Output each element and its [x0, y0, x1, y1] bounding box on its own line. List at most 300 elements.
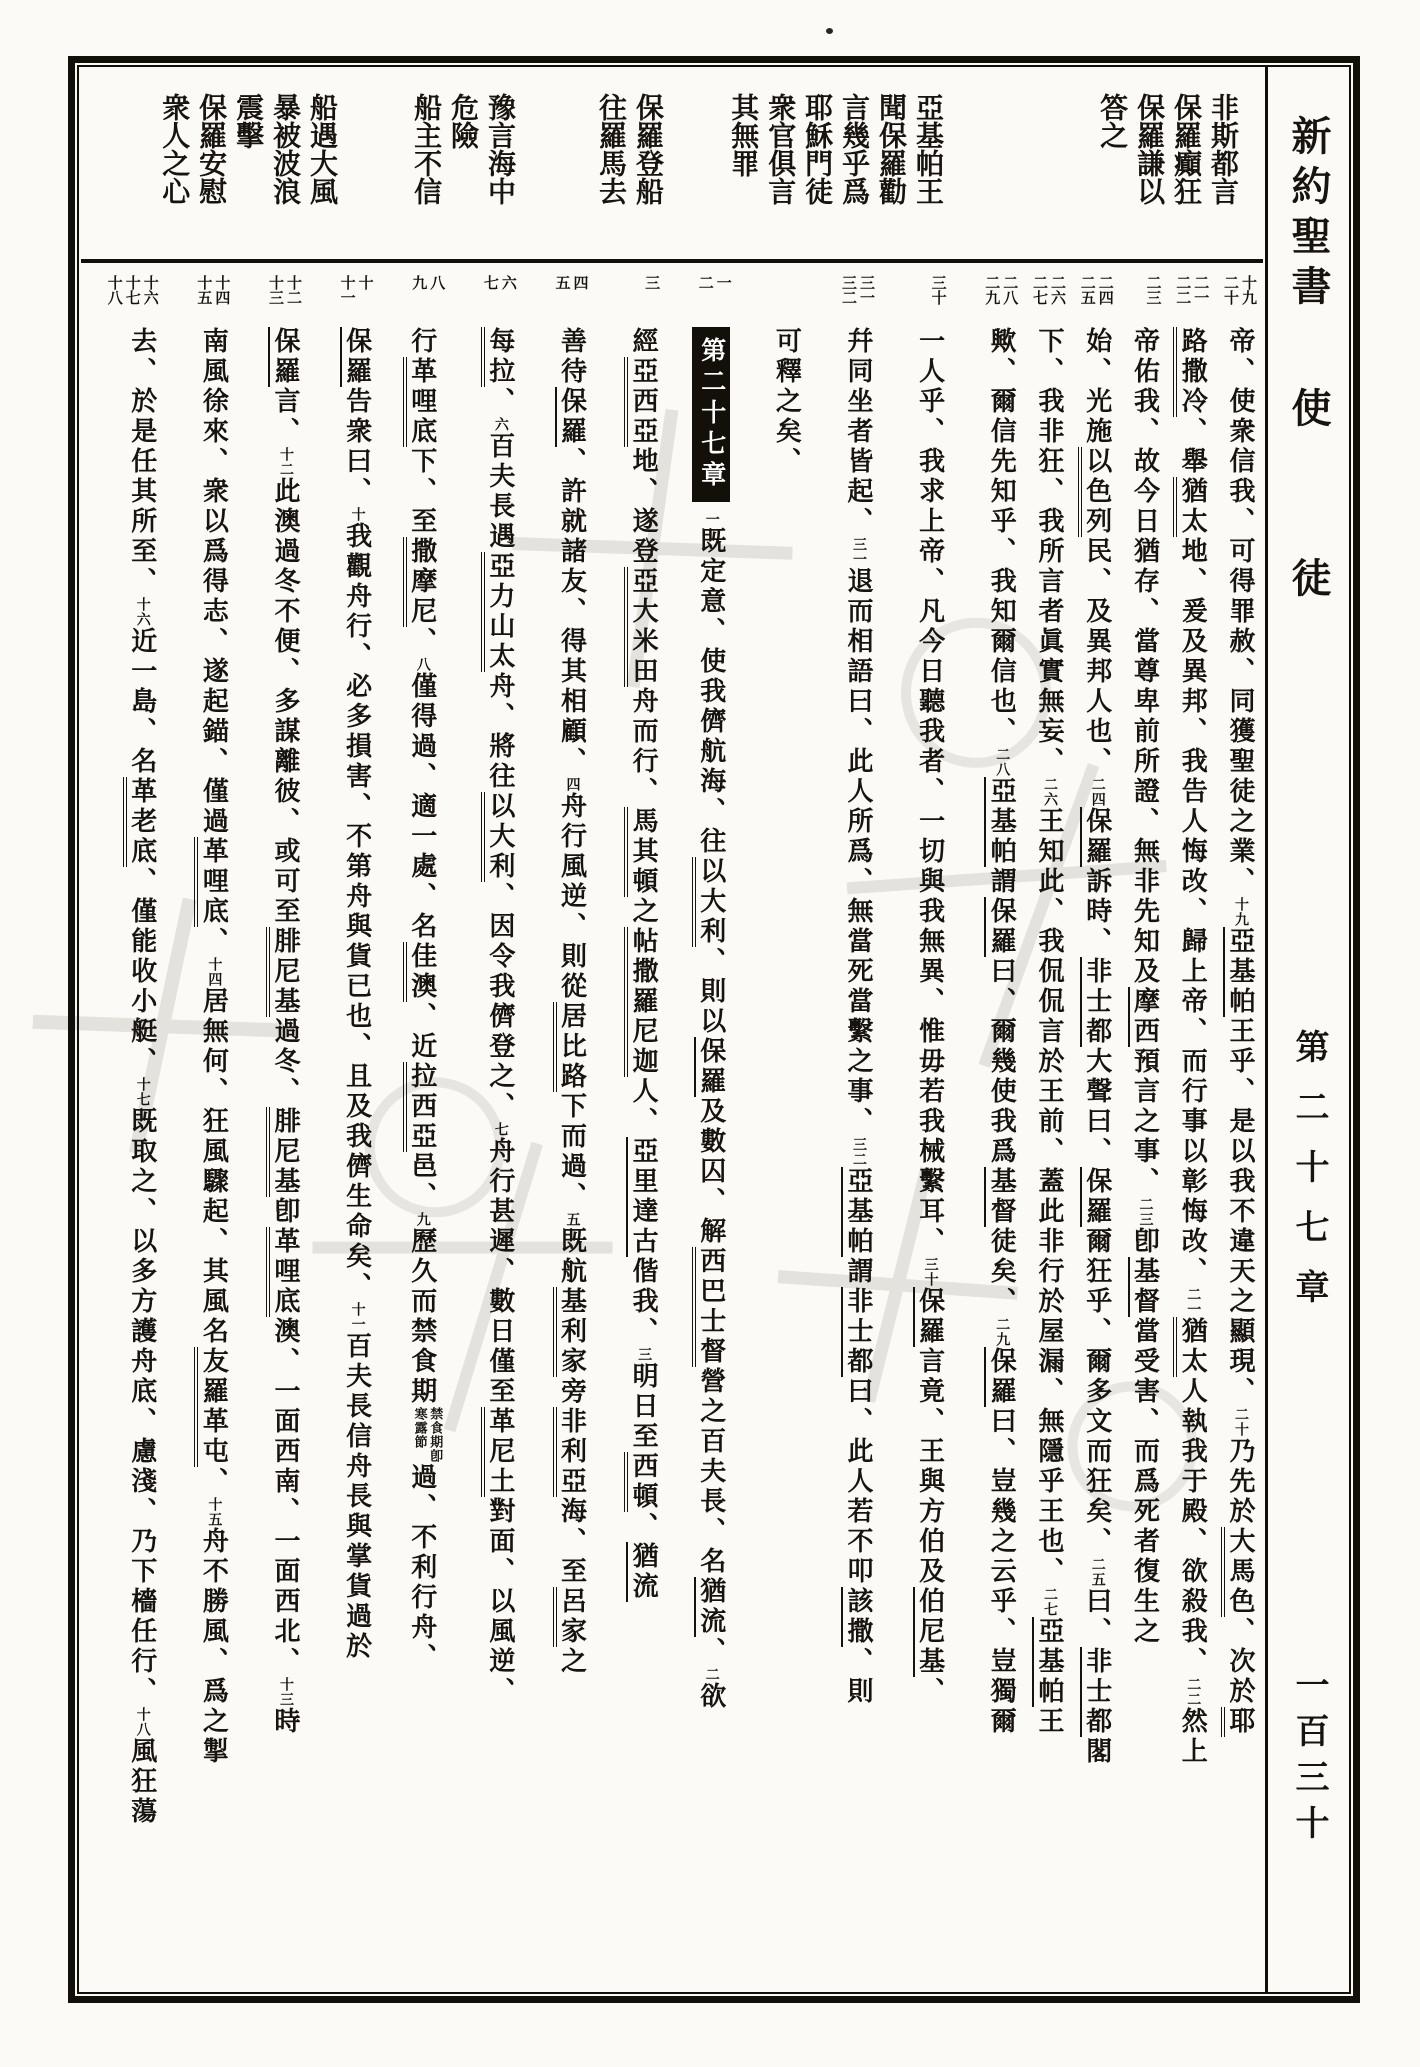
verse-number: 十六 — [134, 597, 150, 627]
person-name: 非士都 — [1080, 957, 1112, 1047]
verse-number-strip — [515, 271, 587, 327]
verse-number: 八 — [428, 275, 445, 290]
person-name: 保羅 — [268, 327, 300, 387]
text-run: 一人乎、我求上帝、凡今日聽我者、一切與我無異、惟毋若我械繫耳、 — [915, 327, 945, 1257]
text-run: 舟不勝風、爲之掣 — [199, 1527, 229, 1767]
text-run: 近一島、名 — [127, 627, 157, 777]
text-run: 曰、 — [1082, 1587, 1112, 1647]
verse-number: 十七 — [123, 275, 140, 305]
verse-number: 十一 — [338, 275, 355, 305]
verse-number-strip — [801, 271, 873, 327]
column-text — [372, 327, 444, 1982]
verse-number: 五 — [553, 275, 570, 290]
person-name: 非士都 — [1080, 1647, 1112, 1737]
verse-number: 十 — [356, 275, 373, 290]
text-run: 、次於 — [1226, 1617, 1255, 1707]
verse-number: 二三 — [1137, 1197, 1153, 1227]
text-column — [1207, 271, 1255, 1982]
verse-number: 七 — [492, 1122, 508, 1137]
chapter-title: 第二十七章 — [1290, 1029, 1327, 1329]
place-name: 革哩底 — [403, 357, 437, 447]
verse-number: 二十 — [1222, 275, 1238, 305]
text-run: 、 — [629, 1512, 659, 1542]
text-run: 欲 — [696, 1682, 726, 1712]
margin-note — [723, 93, 945, 205]
text-run: 曰、豈幾之云乎、豈獨爾 — [987, 1407, 1017, 1737]
verse-number-strip — [1064, 271, 1112, 327]
verse-number: 七 — [481, 275, 498, 290]
margin-note-column: 聞保羅勸 — [875, 93, 907, 205]
title-strip — [1265, 67, 1349, 1992]
margin-note-column: 亞基帕王 — [912, 93, 943, 205]
verse-number: 五 — [564, 1212, 580, 1227]
place-name: 路撒冷 — [1173, 327, 1207, 417]
verse-number: 二六 — [1049, 275, 1065, 305]
margin-note-column: 往羅馬去 — [595, 93, 627, 205]
column-text — [945, 327, 1017, 1982]
verse-number-strip — [443, 271, 515, 327]
margin-note-column: 保羅謙以 — [1133, 93, 1165, 205]
verse-number: 二一 — [1192, 275, 1209, 305]
verse-number: 九 — [414, 1212, 430, 1227]
person-name: 亞基帕 — [1032, 1617, 1064, 1707]
text-run: 曰、爾幾使我爲 — [987, 957, 1017, 1167]
text-run: 謂 — [987, 867, 1017, 897]
text-run: 曰、此人若不叩 — [844, 1377, 873, 1587]
margin-note-column: 言幾乎爲 — [838, 93, 870, 205]
scan-speck — [826, 28, 833, 34]
chapter-heading: 第二十七章 — [692, 327, 730, 502]
text-run: 、因令我儕登之、 — [485, 882, 515, 1122]
verse-number: 十七 — [134, 1077, 150, 1107]
text-run: 退而相語曰、此人所爲、無當死當繫之事、 — [844, 567, 873, 1137]
person-name: 保羅 — [913, 1287, 945, 1347]
place-name: 呂家 — [553, 1587, 587, 1647]
person-name: 保羅 — [340, 327, 372, 387]
person-name: 猶流 — [694, 1577, 726, 1637]
text-run: 歟、爾信先知乎、我知爾信也、 — [987, 327, 1017, 747]
text-column — [1016, 271, 1064, 1982]
text-run: 行 — [407, 327, 437, 357]
text-run: 澳、一面西南、一面西北、 — [271, 1317, 300, 1677]
text-column — [300, 271, 372, 1982]
margin-note — [406, 93, 517, 205]
verse-number: 六 — [499, 275, 516, 290]
verse-number-strip — [300, 271, 372, 327]
interlinear-note: 禁食期卽寒露節 — [412, 1407, 444, 1463]
column-text — [1112, 327, 1160, 1982]
person-name: 猶流 — [626, 1542, 658, 1602]
verse-number-strip — [1016, 271, 1064, 327]
verse-number: 二四 — [1096, 275, 1113, 305]
place-name: 居比路 — [553, 1002, 587, 1092]
verse-number: 十四 — [206, 957, 222, 987]
text-run: 、僅能收小艇、 — [127, 867, 157, 1077]
person-name: 保羅 — [555, 387, 587, 447]
margin-note — [591, 93, 665, 205]
place-name: 以色列 — [1078, 447, 1112, 537]
text-run: 、 — [915, 1677, 945, 1707]
verse-number-strip — [85, 271, 157, 327]
text-column — [85, 271, 157, 1982]
text-column — [1112, 271, 1160, 1982]
place-name: 革哩底 — [194, 837, 228, 927]
text-run: 下而過、 — [557, 1092, 587, 1212]
place-name: 腓尼基 — [266, 927, 300, 1017]
text-column — [157, 271, 229, 1982]
verse-number: 一 — [703, 512, 719, 527]
margin-note-column: 耶穌門徒 — [801, 93, 833, 205]
verse-number: 二一 — [1185, 1287, 1201, 1317]
verse-number: 十一 — [349, 1302, 365, 1332]
text-column — [228, 271, 300, 1982]
text-run: 帝、使衆信我、可得罪赦、同獲聖徒之業、 — [1226, 327, 1255, 897]
text-run: 明日至 — [629, 1362, 659, 1452]
text-run: 既取之、以多方護舟底、慮淺、乃下檣任行、 — [127, 1107, 157, 1707]
text-run: 百夫長遇 — [485, 432, 515, 552]
place-name: 拉西亞 — [403, 1062, 437, 1152]
place-name: 猶太 — [1173, 1317, 1207, 1377]
text-run: 閣 — [1082, 1737, 1112, 1767]
text-run: 、 — [407, 627, 437, 657]
text-run: 之 — [629, 897, 659, 927]
text-run: 謂 — [844, 1257, 873, 1287]
verse-number: 二十 — [1233, 1407, 1248, 1437]
verse-number-strip — [873, 271, 945, 327]
verse-number-strip — [372, 271, 444, 327]
text-run: 舟、將往 — [485, 672, 515, 792]
text-run: 地、爰及異邦、我告人悔改、歸上帝、而行事以彰悔改、 — [1178, 537, 1208, 1287]
text-run: 此澳過冬不便、多謀離彼、或可至 — [271, 477, 300, 927]
column-text — [1207, 327, 1255, 1982]
verse-number: 十三 — [267, 275, 283, 305]
verse-number: 十八 — [134, 1707, 150, 1737]
text-column — [1064, 271, 1112, 1982]
text-run: 舟而行、 — [629, 687, 659, 807]
text-run: 風狂蕩 — [127, 1737, 157, 1827]
verse-number: 十三 — [278, 1677, 293, 1707]
text-run: 過冬、 — [271, 1017, 300, 1107]
person-name: 保羅 — [1080, 1167, 1112, 1227]
place-name: 革尼土 — [481, 1407, 515, 1497]
person-name: 伯尼基 — [913, 1587, 945, 1677]
text-run: 南風徐來、衆以爲得志、遂起錨、僅過 — [199, 327, 229, 837]
text-run: 、 — [485, 387, 515, 417]
text-run: 去、於是任其所至、 — [127, 327, 157, 597]
place-name: 馬其頓 — [624, 807, 658, 897]
text-run: 及數囚、解 — [696, 1097, 726, 1247]
margin-note-column: 答之 — [1096, 93, 1128, 149]
margin-note-column: 豫言海中 — [484, 93, 515, 205]
margin-note-column: 保羅安慰 — [195, 93, 227, 205]
text-run: 舟行甚遲、數日僅至 — [485, 1137, 515, 1407]
place-name: 佳澳 — [403, 942, 437, 1002]
place-name: 帖撒羅尼迦 — [624, 927, 658, 1077]
column-text — [515, 327, 587, 1982]
verse-number: 十八 — [105, 275, 122, 305]
place-name: 亞大米田 — [624, 567, 658, 687]
text-run: 民、及異邦人也、 — [1082, 537, 1112, 777]
verse-number: 二 — [703, 1667, 719, 1682]
book-section: 使徒 — [1286, 387, 1331, 727]
verse-number: 八 — [414, 657, 430, 672]
verse-number-strip — [1160, 271, 1208, 327]
text-column — [945, 271, 1017, 1982]
text-column — [730, 271, 802, 1982]
margin-note-column: 暴被波浪 — [269, 93, 301, 205]
column-text — [85, 327, 157, 1982]
text-run: 偕我、 — [629, 1257, 659, 1347]
margin-note-column: 非斯都言 — [1207, 93, 1238, 205]
book-title: 新約聖書 — [1286, 115, 1331, 315]
text-run: 、近 — [407, 1002, 437, 1062]
person-name: 亞里達古 — [626, 1137, 658, 1257]
verse-number-strip — [1112, 271, 1160, 327]
text-run: 善待 — [557, 327, 587, 387]
verse-number: 二 — [696, 275, 713, 290]
margin-note-column: 衆人之心 — [158, 93, 190, 205]
text-run: 人執我于殿、欲殺我、 — [1178, 1377, 1208, 1677]
text-run: 、 — [199, 927, 229, 957]
text-run: 幷同坐者皆起、 — [844, 327, 873, 537]
text-run: 大聲曰、 — [1082, 1047, 1112, 1167]
text-column — [1160, 271, 1208, 1982]
text-run: 我觀舟行、必多損害、不第舟與貨已也、且及我儕生命矣、 — [342, 522, 372, 1302]
text-run: 時 — [271, 1707, 300, 1737]
place-name: 革哩底 — [266, 1227, 300, 1317]
verse-number: 二九 — [983, 275, 1000, 305]
margin-note-column: 衆官俱言 — [764, 93, 796, 205]
text-run: 王 — [1035, 1707, 1064, 1737]
verse-number: 六 — [492, 417, 508, 432]
text-run: 預言之事、 — [1130, 1047, 1160, 1197]
column-text — [300, 327, 372, 1982]
text-run: 邑、 — [407, 1152, 437, 1212]
text-run: 言、 — [271, 387, 300, 447]
text-run: 既航 — [557, 1227, 587, 1287]
text-run: 過、不利行舟、 — [407, 1463, 437, 1673]
place-name: 耶 — [1221, 1707, 1255, 1737]
text-column — [515, 271, 587, 1982]
verse-number-strip — [587, 271, 659, 327]
verse-number: 十二 — [285, 275, 301, 305]
person-name: 亞基帕 — [841, 1167, 873, 1257]
text-run: 卽 — [1130, 1227, 1160, 1257]
person-name: 亞基帕 — [984, 777, 1016, 867]
verse-number: 十五 — [195, 275, 212, 305]
verse-number: 十二 — [278, 447, 293, 477]
place-name: 以大利 — [481, 792, 515, 882]
column-text — [873, 327, 945, 1982]
text-run: 王知此、我侃侃言於王前、蓋此非行於屋漏、無隱乎王也、 — [1035, 807, 1064, 1587]
verse-number-strip — [730, 271, 802, 327]
column-text — [658, 327, 730, 1982]
verse-number-strip — [658, 271, 730, 327]
text-run: 言竟、王與方伯及 — [915, 1347, 945, 1587]
person-name: 基督 — [1128, 1257, 1160, 1317]
verse-number: 十九 — [1240, 275, 1256, 305]
text-run: 訴時、 — [1082, 867, 1112, 957]
text-run: 王乎、是以我不違天之顯現、 — [1226, 1017, 1255, 1407]
text-run: 、則以 — [696, 947, 726, 1037]
verse-number: 三一 — [858, 275, 874, 305]
text-run: 對面、以風逆、 — [485, 1497, 515, 1707]
verse-number-strip — [228, 271, 300, 327]
text-column — [801, 271, 873, 1982]
place-name: 以大利 — [692, 857, 726, 947]
person-name: 該撒 — [841, 1587, 873, 1647]
column-text — [730, 327, 802, 1982]
verse-number: 十 — [349, 507, 365, 522]
verse-number: 十九 — [1233, 897, 1248, 927]
verse-number: 三二 — [840, 275, 856, 305]
place-name: 友羅革屯 — [194, 1347, 228, 1467]
column-text — [157, 327, 229, 1982]
verse-number: 十四 — [213, 275, 230, 305]
verse-number: 二九 — [994, 1317, 1010, 1347]
place-name: 亞力山太 — [481, 552, 515, 672]
verse-number: 二五 — [1078, 275, 1095, 305]
column-text — [1064, 327, 1112, 1982]
verse-number: 三 — [643, 275, 660, 290]
text-run: 、 — [696, 1637, 726, 1667]
text-run: 僅得過、適一處、名 — [407, 672, 437, 942]
text-column — [443, 271, 515, 1982]
margin-note-column: 危險 — [447, 93, 479, 149]
margin-note-column: 船遇大風 — [306, 93, 337, 205]
verse-number: 二六 — [1042, 777, 1057, 807]
text-run: 、則 — [844, 1647, 873, 1707]
text-run: 卽 — [271, 1197, 300, 1227]
text-run: 乃先於 — [1226, 1437, 1255, 1527]
text-column — [658, 271, 730, 1982]
place-name: 革老底 — [123, 777, 157, 867]
margin-note-column: 船主不信 — [410, 93, 442, 205]
margin-notes-zone — [79, 67, 1265, 259]
verse-number: 九 — [410, 275, 427, 290]
text-run: 下、至 — [407, 447, 437, 537]
text-run: 之 — [557, 1647, 587, 1677]
text-run: 、許就諸友、得其相顧、 — [557, 447, 587, 777]
place-name: 西頓 — [624, 1452, 658, 1512]
person-name: 摩西 — [1128, 987, 1160, 1047]
person-name: 基督 — [984, 1167, 1016, 1227]
verse-number: 四 — [564, 777, 580, 792]
text-run: 歷久而禁食期 — [407, 1227, 437, 1407]
column-text — [443, 327, 515, 1982]
text-run: 經 — [629, 327, 659, 357]
verse-number: 二七 — [1031, 275, 1047, 305]
verse-number: 三十 — [922, 1257, 938, 1287]
text-run: 告衆曰、 — [342, 387, 372, 507]
verse-number: 二三 — [1144, 275, 1161, 305]
verse-number: 四 — [571, 275, 588, 290]
place-name: 腓尼基 — [266, 1107, 300, 1197]
verse-number-strip — [157, 271, 229, 327]
margin-note-column: 保羅癲狂 — [1170, 93, 1202, 205]
verse-number-strip — [945, 271, 1017, 327]
verse-number: 三二 — [851, 1137, 866, 1167]
text-run: 下、我非狂、我所言者眞實無妄、 — [1035, 327, 1064, 777]
text-run: 地、遂登 — [629, 447, 659, 567]
text-run: 爾狂乎、爾多文而狂矣、 — [1082, 1227, 1112, 1557]
place-name: 西巴士督 — [692, 1247, 726, 1367]
verse-number: 十五 — [206, 1497, 222, 1527]
place-name: 大馬色 — [1221, 1527, 1255, 1617]
person-name: 亞基帕 — [1223, 927, 1255, 1017]
place-name: 非利亞 — [553, 1407, 587, 1497]
text-columns — [79, 263, 1265, 1992]
place-name: 基利家 — [553, 1287, 587, 1377]
text-run: 人、 — [629, 1077, 659, 1137]
text-run: 居無何、狂風驟起、其風名 — [199, 987, 229, 1347]
place-name: 撒摩尼 — [403, 537, 437, 627]
text-run: 、 — [199, 1467, 229, 1497]
verse-number: 二二 — [1174, 275, 1191, 305]
margin-note-column: 震擊 — [232, 93, 264, 149]
column-text — [1016, 327, 1064, 1982]
text-run: 舟行風逆、則從 — [557, 792, 587, 1002]
text-run: 然上 — [1178, 1707, 1208, 1767]
verse-number: 十六 — [141, 275, 158, 305]
text-run: 帝佑我、故今日猶存、當尊卑前所證、無非先知及 — [1130, 327, 1160, 987]
text-run: 、舉 — [1178, 417, 1208, 477]
page-border — [68, 56, 1360, 2003]
text-column — [873, 271, 945, 1982]
person-name: 保羅 — [984, 1347, 1016, 1407]
text-column — [587, 271, 659, 1982]
text-run: 可釋之矣、 — [772, 327, 802, 477]
person-name: 非士都 — [841, 1287, 873, 1377]
text-run: 既定意、使我儕航海、往 — [696, 527, 726, 857]
verse-number: 三 — [636, 1347, 652, 1362]
text-run: 始、光施 — [1082, 327, 1112, 447]
text-run: 海、至 — [557, 1497, 587, 1587]
text-run: 營之百夫長、名 — [696, 1367, 726, 1577]
page-number: 一百三十 — [1290, 1667, 1327, 1851]
verse-number: 二八 — [1001, 275, 1018, 305]
verse-number: 二二 — [1185, 1677, 1201, 1707]
column-text — [801, 327, 873, 1982]
verse-number: 二四 — [1089, 777, 1105, 807]
verse-number: 三十 — [929, 275, 946, 305]
verse-number: 三一 — [851, 537, 866, 567]
verse-number: 二七 — [1042, 1587, 1057, 1617]
text-run: 當受害、而爲死者復生之 — [1130, 1317, 1160, 1647]
verse-number-strip — [1207, 271, 1255, 327]
text-run: 徒矣、 — [987, 1227, 1017, 1317]
person-name: 保羅 — [984, 897, 1016, 957]
place-name: 亞西亞 — [624, 357, 658, 447]
verse-number: 二五 — [1089, 1557, 1105, 1587]
verse-number: 二八 — [994, 747, 1010, 777]
column-text — [228, 327, 300, 1982]
person-name: 保羅 — [694, 1037, 726, 1097]
place-name: 猶太 — [1173, 477, 1207, 537]
margin-note — [1092, 93, 1240, 205]
page-frame — [77, 65, 1351, 1994]
place-name: 每拉 — [481, 327, 515, 387]
verse-number: 一 — [714, 275, 731, 290]
margin-note — [154, 93, 339, 205]
text-run: 旁 — [557, 1377, 587, 1407]
text-column — [372, 271, 444, 1982]
text-run: 百夫長信舟長與掌貨過於 — [342, 1332, 372, 1662]
margin-note-column: 保羅登船 — [632, 93, 663, 205]
column-text — [1160, 327, 1208, 1982]
column-text — [587, 327, 659, 1982]
text-area — [79, 67, 1265, 1992]
